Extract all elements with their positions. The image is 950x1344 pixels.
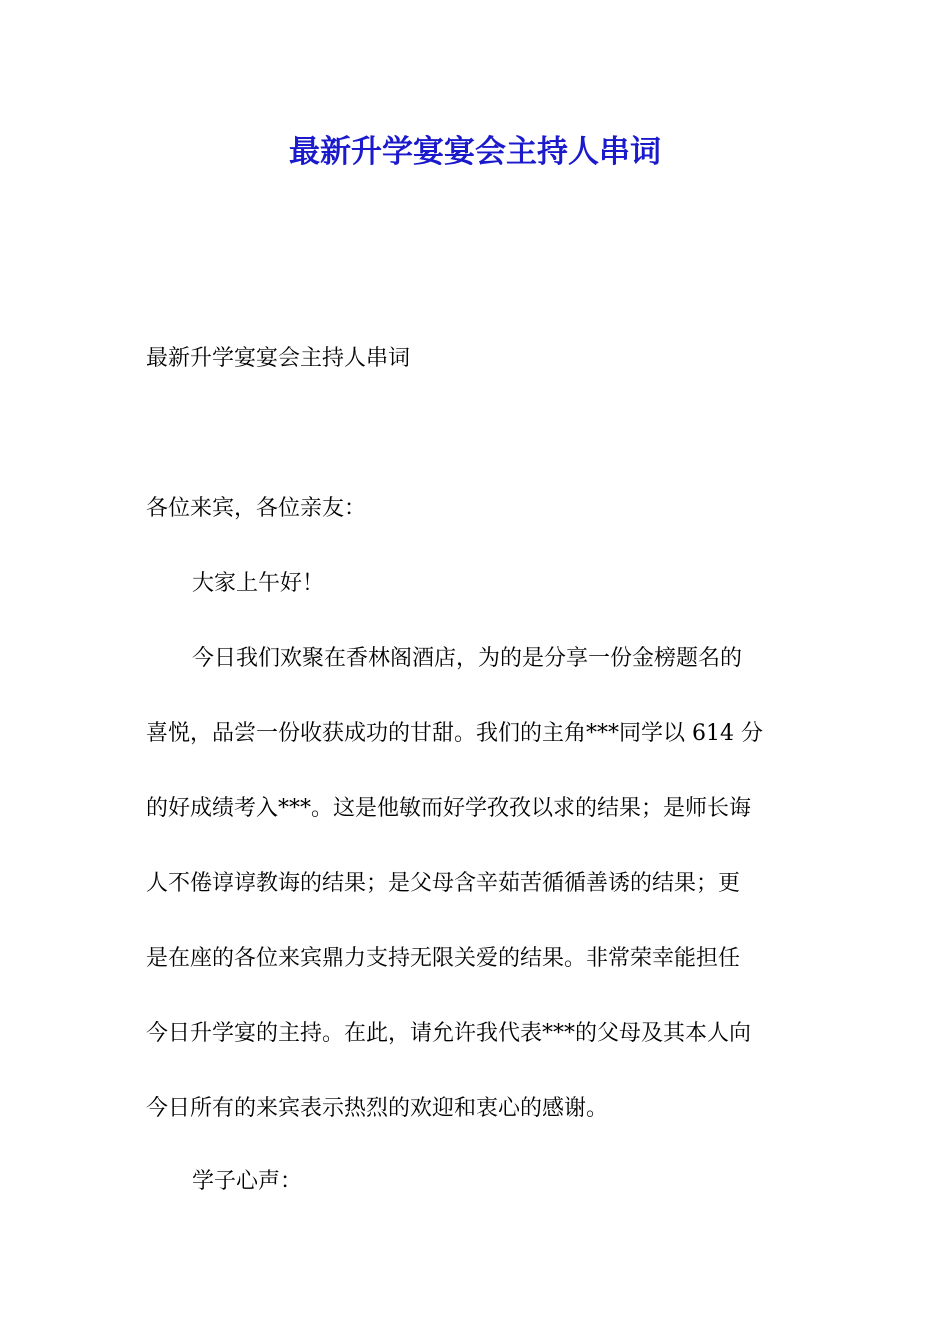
document-title: 最新升学宴宴会主持人串词 — [289, 134, 661, 170]
paragraph-line: 今日我们欢聚在香林阁酒店，为的是分享一份金榜题名的 — [192, 646, 743, 671]
main-paragraph — [146, 642, 810, 1167]
document-subtitle: 最新升学宴宴会主持人串词 — [146, 346, 411, 371]
salutation-line: 各位来宾，各位亲友： — [146, 496, 367, 521]
paragraph-line: 喜悦，品尝一份收获成功的甘甜。我们的主角***同学以 614 分 — [146, 721, 763, 746]
paragraph-line: 是在座的各位来宾鼎力支持无限关爱的结果。非常荣幸能担任 — [146, 946, 741, 971]
paragraph-line: 今日所有的来宾表示热烈的欢迎和衷心的感谢。 — [146, 1096, 609, 1121]
paragraph-line: 的好成绩考入***。这是他敏而好学孜孜以求的结果；是师长诲 — [146, 796, 752, 821]
paragraph-line: 今日升学宴的主持。在此，请允许我代表***的父母及其本人向 — [146, 1021, 752, 1046]
section-heading: 学子心声： — [192, 1169, 303, 1194]
paragraph-line: 人不倦谆谆教诲的结果；是父母含辛茹苦循循善诱的结果；更 — [146, 871, 741, 896]
greeting-line: 大家上午好！ — [192, 571, 325, 596]
